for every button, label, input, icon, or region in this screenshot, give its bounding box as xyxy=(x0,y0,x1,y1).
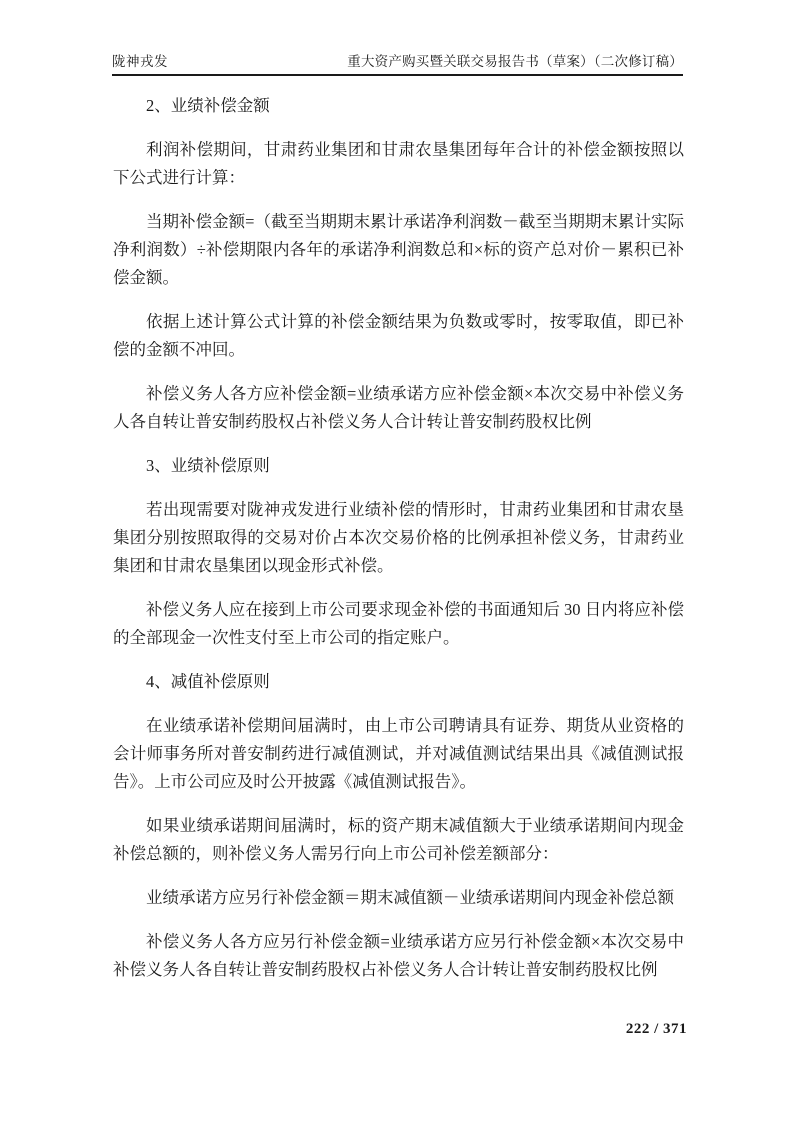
header-company-name: 陇神戎发 xyxy=(112,54,168,69)
section-heading-2: 2、业绩补偿金额 xyxy=(146,96,270,115)
header-doc-title: 重大资产购买暨关联交易报告书（草案）（二次修订稿） xyxy=(347,54,683,69)
paragraph-negative-or-zero: 依据上述计算公式计算的补偿金额结果为负数或零时，按零取值，即已补偿的金额不冲回。 xyxy=(113,312,684,359)
paragraph-obligor-additional-share-formula: 补偿义务人各方应另行补偿金额=业绩承诺方应另行补偿金额×本次交易中补偿义务人各自转让普安制药股权占补偿义务人合计转让普安制药股权比例 xyxy=(113,932,684,979)
section-heading-4: 4、减值补偿原则 xyxy=(146,672,270,691)
paragraph-formula-additional-compensation: 业绩承诺方应另行补偿金额＝期末减值额－业绩承诺期间内现金补偿总额 xyxy=(146,888,674,907)
paragraph-impairment-excess: 如果业绩承诺期间届满时，标的资产期末减值额大于业绩承诺期间内现金补偿总额的，则补偿义务人需另行向上市公司补偿差额部分： xyxy=(113,816,684,863)
page-header xyxy=(112,53,683,76)
paragraph-compensation-principle: 若出现需要对陇神戎发进行业绩补偿的情形时，甘肃药业集团和甘肃农垦集团分别按照取得的交易对价占本次交易价格的比例承担补偿义务，甘肃药业集团和甘肃农垦集团以现金形式补偿。 xyxy=(113,500,684,575)
paragraph-impairment-test: 在业绩承诺补偿期间届满时，由上市公司聘请具有证券、期货从业资格的会计师事务所对普安制药进行减值测试，并对减值测试结果出具《减值测试报告》。上市公司应及时公开披露《减值测试报告》。 xyxy=(113,716,684,791)
paragraph-profit-period: 利润补偿期间，甘肃药业集团和甘肃农垦集团每年合计的补偿金额按照以下公式进行计算： xyxy=(113,140,684,187)
paragraph-obligor-share-formula: 补偿义务人各方应补偿金额=业绩承诺方应补偿金额×本次交易中补偿义务人各自转让普安制药股权占补偿义务人合计转让普安制药股权比例 xyxy=(113,384,684,431)
document-body xyxy=(113,92,684,1000)
paragraph-formula-current-compensation: 当期补偿金额=（截至当期期末累计承诺净利润数－截至当期期末累计实际净利润数）÷补偿期限内各年的承诺净利润数总和×标的资产总对价－累积已补偿金额。 xyxy=(113,212,684,287)
section-heading-3: 3、业绩补偿原则 xyxy=(146,456,270,475)
paragraph-cash-payment-30days: 补偿义务人应在接到上市公司要求现金补偿的书面通知后 30 日内将应补偿的全部现金一次性支付至上市公司的指定账户。 xyxy=(113,600,684,647)
page-number: 222 / 371 xyxy=(625,1021,687,1037)
